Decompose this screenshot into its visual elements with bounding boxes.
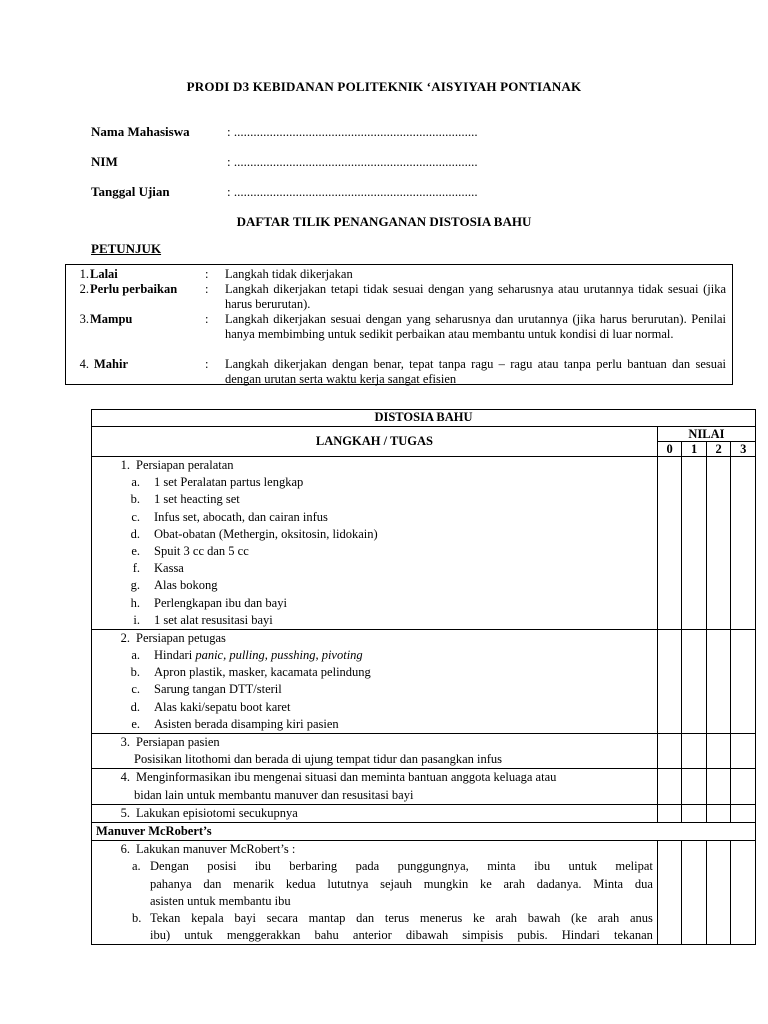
score-cell[interactable] xyxy=(731,804,756,822)
item-line: asisten untuk membantu ibu xyxy=(150,893,291,908)
step-4-cell xyxy=(92,769,658,804)
step-1-cell xyxy=(92,457,658,630)
step-6-item-a xyxy=(92,858,657,910)
item-key: b. xyxy=(130,665,140,680)
petunjuk-label: Mahir xyxy=(94,357,129,371)
score-header-0: 0 xyxy=(657,442,682,457)
petunjuk-desc: Langkah dikerjakan sesuai dengan yang seharusnya dan urutannya (jika harus berurutan). Penilai hanya membimbing untuk sedikit perbaikan atau membantu untuk kondisi di luar normal. xyxy=(225,312,726,341)
score-cell[interactable] xyxy=(731,457,756,630)
step-5-cell xyxy=(92,804,658,822)
petunjuk-desc: Langkah dikerjakan dengan benar, tepat tanpa ragu – ragu atau tanpa perlu bantuan dan sesuai dengan urutan serta waktu kerja sangat efisien xyxy=(225,357,726,386)
item-key: c. xyxy=(131,682,140,697)
step-text: Menginformasikan ibu mengenai situasi dan meminta bantuan anggota keluaga atau xyxy=(136,770,557,785)
table-row xyxy=(92,804,756,822)
identity-value: : ........................................................................... xyxy=(227,154,478,169)
score-cell[interactable] xyxy=(657,734,682,769)
step-2-cell xyxy=(92,629,658,733)
step-text: bidan lain untuk membantu manuver dan resusitasi bayi xyxy=(134,787,414,802)
item-text: Obat-obatan (Methergin, oksitosin, lidokain) xyxy=(154,526,378,541)
step-num: 2. xyxy=(120,630,130,645)
step-num: 5. xyxy=(120,805,130,820)
item-text: 1 set heacting set xyxy=(154,492,240,507)
table-row xyxy=(92,769,756,804)
score-header-2: 2 xyxy=(706,442,731,457)
score-cell[interactable] xyxy=(657,629,682,733)
item-key: d. xyxy=(130,699,140,714)
petunjuk-num: 1. xyxy=(79,267,89,281)
table-title-row xyxy=(92,410,756,427)
item-line: ibu) untuk menggerakkan bahu anterior dibawah simpisis pubis. Hindari tekanan xyxy=(150,928,653,943)
table-row xyxy=(92,629,756,733)
table-header-row xyxy=(92,427,756,442)
item-key: i. xyxy=(133,612,140,627)
step-num: 1. xyxy=(120,458,130,472)
petunjuk-num: 3. xyxy=(79,312,89,326)
score-cell[interactable] xyxy=(731,629,756,733)
identity-label: Tanggal Ujian xyxy=(91,184,170,199)
step-6-cell xyxy=(92,841,658,945)
item-text: Alas kaki/sepatu boot karet xyxy=(154,699,291,714)
item-text: Alas bokong xyxy=(154,578,218,593)
table-row xyxy=(92,841,756,945)
step-num: 4. xyxy=(120,770,130,785)
identity-row-nama xyxy=(91,124,478,140)
petunjuk-label: Perlu perbaikan xyxy=(90,282,178,296)
item-key: g. xyxy=(130,578,140,593)
step-title: Lakukan episiotomi secukupnya xyxy=(136,805,298,820)
score-cell[interactable] xyxy=(731,734,756,769)
score-cell[interactable] xyxy=(657,769,682,804)
score-cell[interactable] xyxy=(706,629,731,733)
petunjuk-label: Mampu xyxy=(90,312,133,326)
section-row xyxy=(92,822,756,840)
item-text: Apron plastik, masker, kacamata pelindung xyxy=(154,665,371,680)
petunjuk-desc: Langkah dikerjakan tetapi tidak sesuai dengan yang seharusnya atau urutannya tidak sesuai (jika harus berurutan). xyxy=(225,282,726,311)
item-text: 1 set alat resusitasi bayi xyxy=(154,612,273,627)
item-key: a. xyxy=(131,648,140,663)
petunjuk-num: 2. xyxy=(79,282,89,296)
score-cell[interactable] xyxy=(682,841,707,945)
identity-row-tanggal xyxy=(91,184,478,200)
petunjuk-heading: PETUNJUK xyxy=(91,241,162,256)
item-text-italic: panic, pulling, pusshing, pivoting xyxy=(195,648,363,663)
table-title: DISTOSIA BAHU xyxy=(92,410,756,427)
item-key: h. xyxy=(130,595,140,610)
item-key: f. xyxy=(132,561,140,576)
score-cell[interactable] xyxy=(657,804,682,822)
identity-label: NIM xyxy=(91,154,118,169)
item-text: Sarung tangan DTT/steril xyxy=(154,682,282,697)
item-text: Spuit 3 cc dan 5 cc xyxy=(154,543,249,558)
score-column-header: NILAI xyxy=(657,427,755,442)
step-title: Persiapan peralatan xyxy=(136,458,234,472)
score-cell[interactable] xyxy=(731,769,756,804)
petunjuk-desc: Langkah tidak dikerjakan xyxy=(225,267,353,281)
item-text: Kassa xyxy=(154,561,184,576)
checklist-table xyxy=(91,409,756,945)
item-line: pahanya dan menarik kedua lututnya sejauh mungkin ke arah dadanya. Minta dua xyxy=(150,876,653,891)
score-cell[interactable] xyxy=(706,841,731,945)
petunjuk-label: Lalai xyxy=(90,267,118,281)
step-num: 6. xyxy=(120,842,130,857)
item-key: b. xyxy=(132,910,142,925)
score-cell[interactable] xyxy=(682,457,707,630)
score-cell[interactable] xyxy=(706,457,731,630)
identity-label: Nama Mahasiswa xyxy=(91,124,190,139)
item-key: e. xyxy=(131,716,140,731)
task-column-header: LANGKAH / TUGAS xyxy=(92,427,658,457)
item-key: c. xyxy=(131,509,140,524)
table-row xyxy=(92,457,756,630)
score-cell[interactable] xyxy=(706,734,731,769)
step-title: Persiapan petugas xyxy=(136,630,226,645)
step-text: Posisikan litothomi dan berada di ujung tempat tidur dan pasangkan infus xyxy=(134,752,502,767)
score-cell[interactable] xyxy=(657,457,682,630)
item-line: Tekan kepala bayi secara mantap dan terus menerus ke arah bawah (ke arah anus xyxy=(150,910,653,925)
identity-value: : ........................................................................... xyxy=(227,184,478,199)
item-key: a. xyxy=(132,859,141,874)
petunjuk-colon: : xyxy=(205,312,209,326)
petunjuk-colon: : xyxy=(205,357,209,371)
item-text-prefix: Hindari xyxy=(154,648,196,663)
petunjuk-num: 4. xyxy=(79,357,89,371)
item-text: 1 set Peralatan partus lengkap xyxy=(154,475,304,490)
score-cell[interactable] xyxy=(682,769,707,804)
score-cell[interactable] xyxy=(706,769,731,804)
score-cell[interactable] xyxy=(682,629,707,733)
step-title: Persiapan pasien xyxy=(136,735,220,749)
petunjuk-table xyxy=(65,264,733,385)
score-cell[interactable] xyxy=(682,804,707,822)
step-title: Lakukan manuver McRobert’s : xyxy=(136,842,296,857)
step-num: 3. xyxy=(120,735,130,749)
step-3-cell xyxy=(92,734,658,769)
table-row xyxy=(92,734,756,769)
score-header-3: 3 xyxy=(731,442,756,457)
item-line: Dengan posisi ibu berbaring pada punggungnya, minta ibu untuk melipat xyxy=(150,859,653,874)
step-6-item-b xyxy=(92,910,657,944)
section-heading-text: Manuver McRobert’s xyxy=(96,823,212,838)
item-key: b. xyxy=(130,492,140,507)
score-header-1: 1 xyxy=(682,442,707,457)
section-heading xyxy=(92,822,756,840)
item-text: Perlengkapan ibu dan bayi xyxy=(154,595,287,610)
score-cell[interactable] xyxy=(657,841,682,945)
item-key: d. xyxy=(130,526,140,541)
score-cell[interactable] xyxy=(706,804,731,822)
score-cell[interactable] xyxy=(682,734,707,769)
identity-value: : ........................................................................... xyxy=(227,124,478,139)
item-key: a. xyxy=(131,475,140,490)
item-text: Asisten berada disamping kiri pasien xyxy=(154,716,339,731)
item-text: Infus set, abocath, dan cairan infus xyxy=(154,509,328,524)
item-key: e. xyxy=(131,543,140,558)
petunjuk-colon: : xyxy=(205,267,209,281)
petunjuk-colon: : xyxy=(205,282,209,296)
score-cell[interactable] xyxy=(731,841,756,945)
page-title: PRODI D3 KEBIDANAN POLITEKNIK ‘AISYIYAH PONTIANAK xyxy=(186,79,582,94)
checklist-title: DAFTAR TILIK PENANGANAN DISTOSIA BAHU xyxy=(236,214,532,229)
identity-row-nim xyxy=(91,154,478,170)
